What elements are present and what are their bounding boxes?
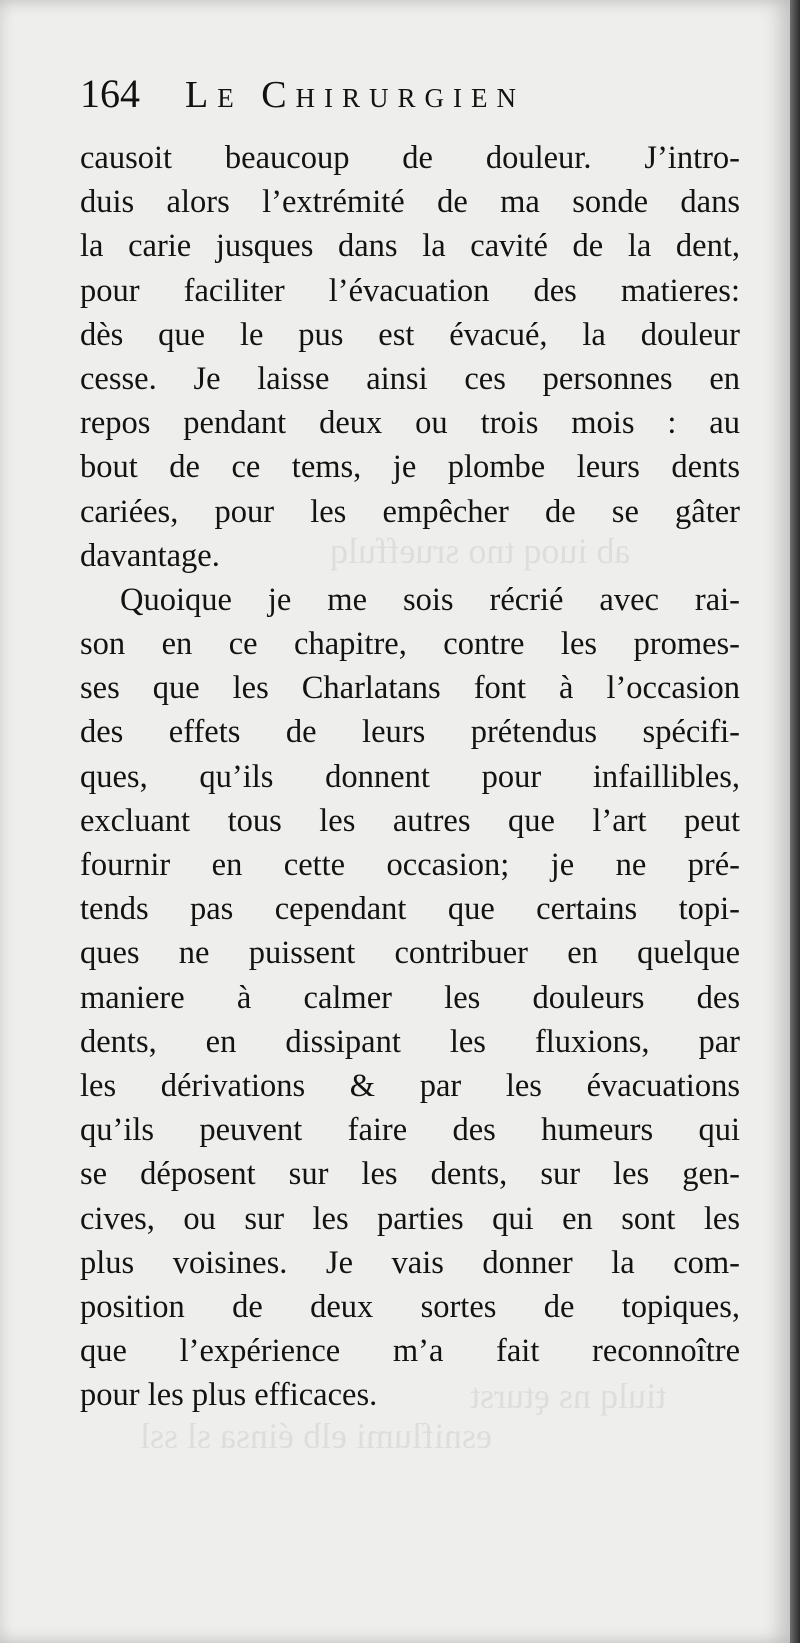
page-edge-shadow bbox=[790, 0, 800, 1643]
text-line: maniere à calmer les douleurs des bbox=[80, 979, 740, 1016]
text-line: dents, en dissipant les fluxions, par bbox=[80, 1023, 740, 1060]
text-line: dès que le pus est évacué, la douleur bbox=[80, 316, 740, 353]
text-line: ques ne puissent contribuer en quelque bbox=[80, 935, 740, 972]
text-line: ques, qu’ils donnent pour infaillibles, bbox=[80, 758, 740, 795]
text-line: causoit beaucoup de douleur. J’intro- bbox=[80, 140, 740, 176]
text-line: position de deux sortes de topiques, bbox=[80, 1288, 740, 1325]
text-line: fournir en cette occasion; je ne pré- bbox=[80, 847, 740, 883]
text-line: des effets de leurs prétendus spécifi- bbox=[80, 714, 740, 751]
text-line: bout de ce tems, je plombe leurs dents bbox=[80, 449, 740, 486]
text-line: cives, ou sur les parties qui en sont les bbox=[80, 1200, 740, 1237]
text-line: cesse. Je laisse ainsi ces personnes en bbox=[80, 360, 740, 397]
book-page bbox=[80, 70, 740, 1417]
body-text bbox=[80, 136, 740, 1417]
text-line: qu’ils peuvent faire des humeurs qui bbox=[80, 1112, 740, 1149]
text-line: Quoique je me sois récrié avec rai- bbox=[120, 581, 740, 618]
text-line: excluant tous les autres que l’art peut bbox=[80, 802, 740, 839]
text-line: les dérivations & par les évacuations bbox=[80, 1067, 740, 1104]
running-head: Le Chirurgien bbox=[185, 74, 526, 116]
text-line: pour faciliter l’évacuation des matieres: bbox=[80, 272, 740, 309]
page-header bbox=[80, 70, 740, 130]
text-line: que l’expérience m’a fait reconnoître bbox=[80, 1333, 740, 1370]
text-line: se déposent sur les dents, sur les gen- bbox=[80, 1156, 740, 1193]
paragraph-1 bbox=[80, 136, 740, 578]
page-number: 164 bbox=[80, 71, 140, 116]
text-line: cariées, pour les empêcher de se gâter bbox=[80, 493, 740, 530]
text-line: repos pendant deux ou trois mois : au bbox=[80, 405, 740, 442]
text-line: la carie jusques dans la cavité de la dent, bbox=[80, 228, 740, 265]
text-line: ses que les Charlatans font à l’occasion bbox=[80, 670, 740, 707]
text-line: plus voisines. Je vais donner la com- bbox=[80, 1244, 740, 1281]
text-line: duis alors l’extrémité de ma sonde dans bbox=[80, 184, 740, 221]
text-line: tends pas cependant que certains topi- bbox=[80, 891, 740, 928]
paragraph-2 bbox=[80, 578, 740, 1418]
text-line: pour les plus efficaces. bbox=[80, 1377, 378, 1414]
text-line: son en ce chapitre, contre les promes- bbox=[80, 626, 740, 663]
text-line: davantage. bbox=[80, 537, 220, 574]
